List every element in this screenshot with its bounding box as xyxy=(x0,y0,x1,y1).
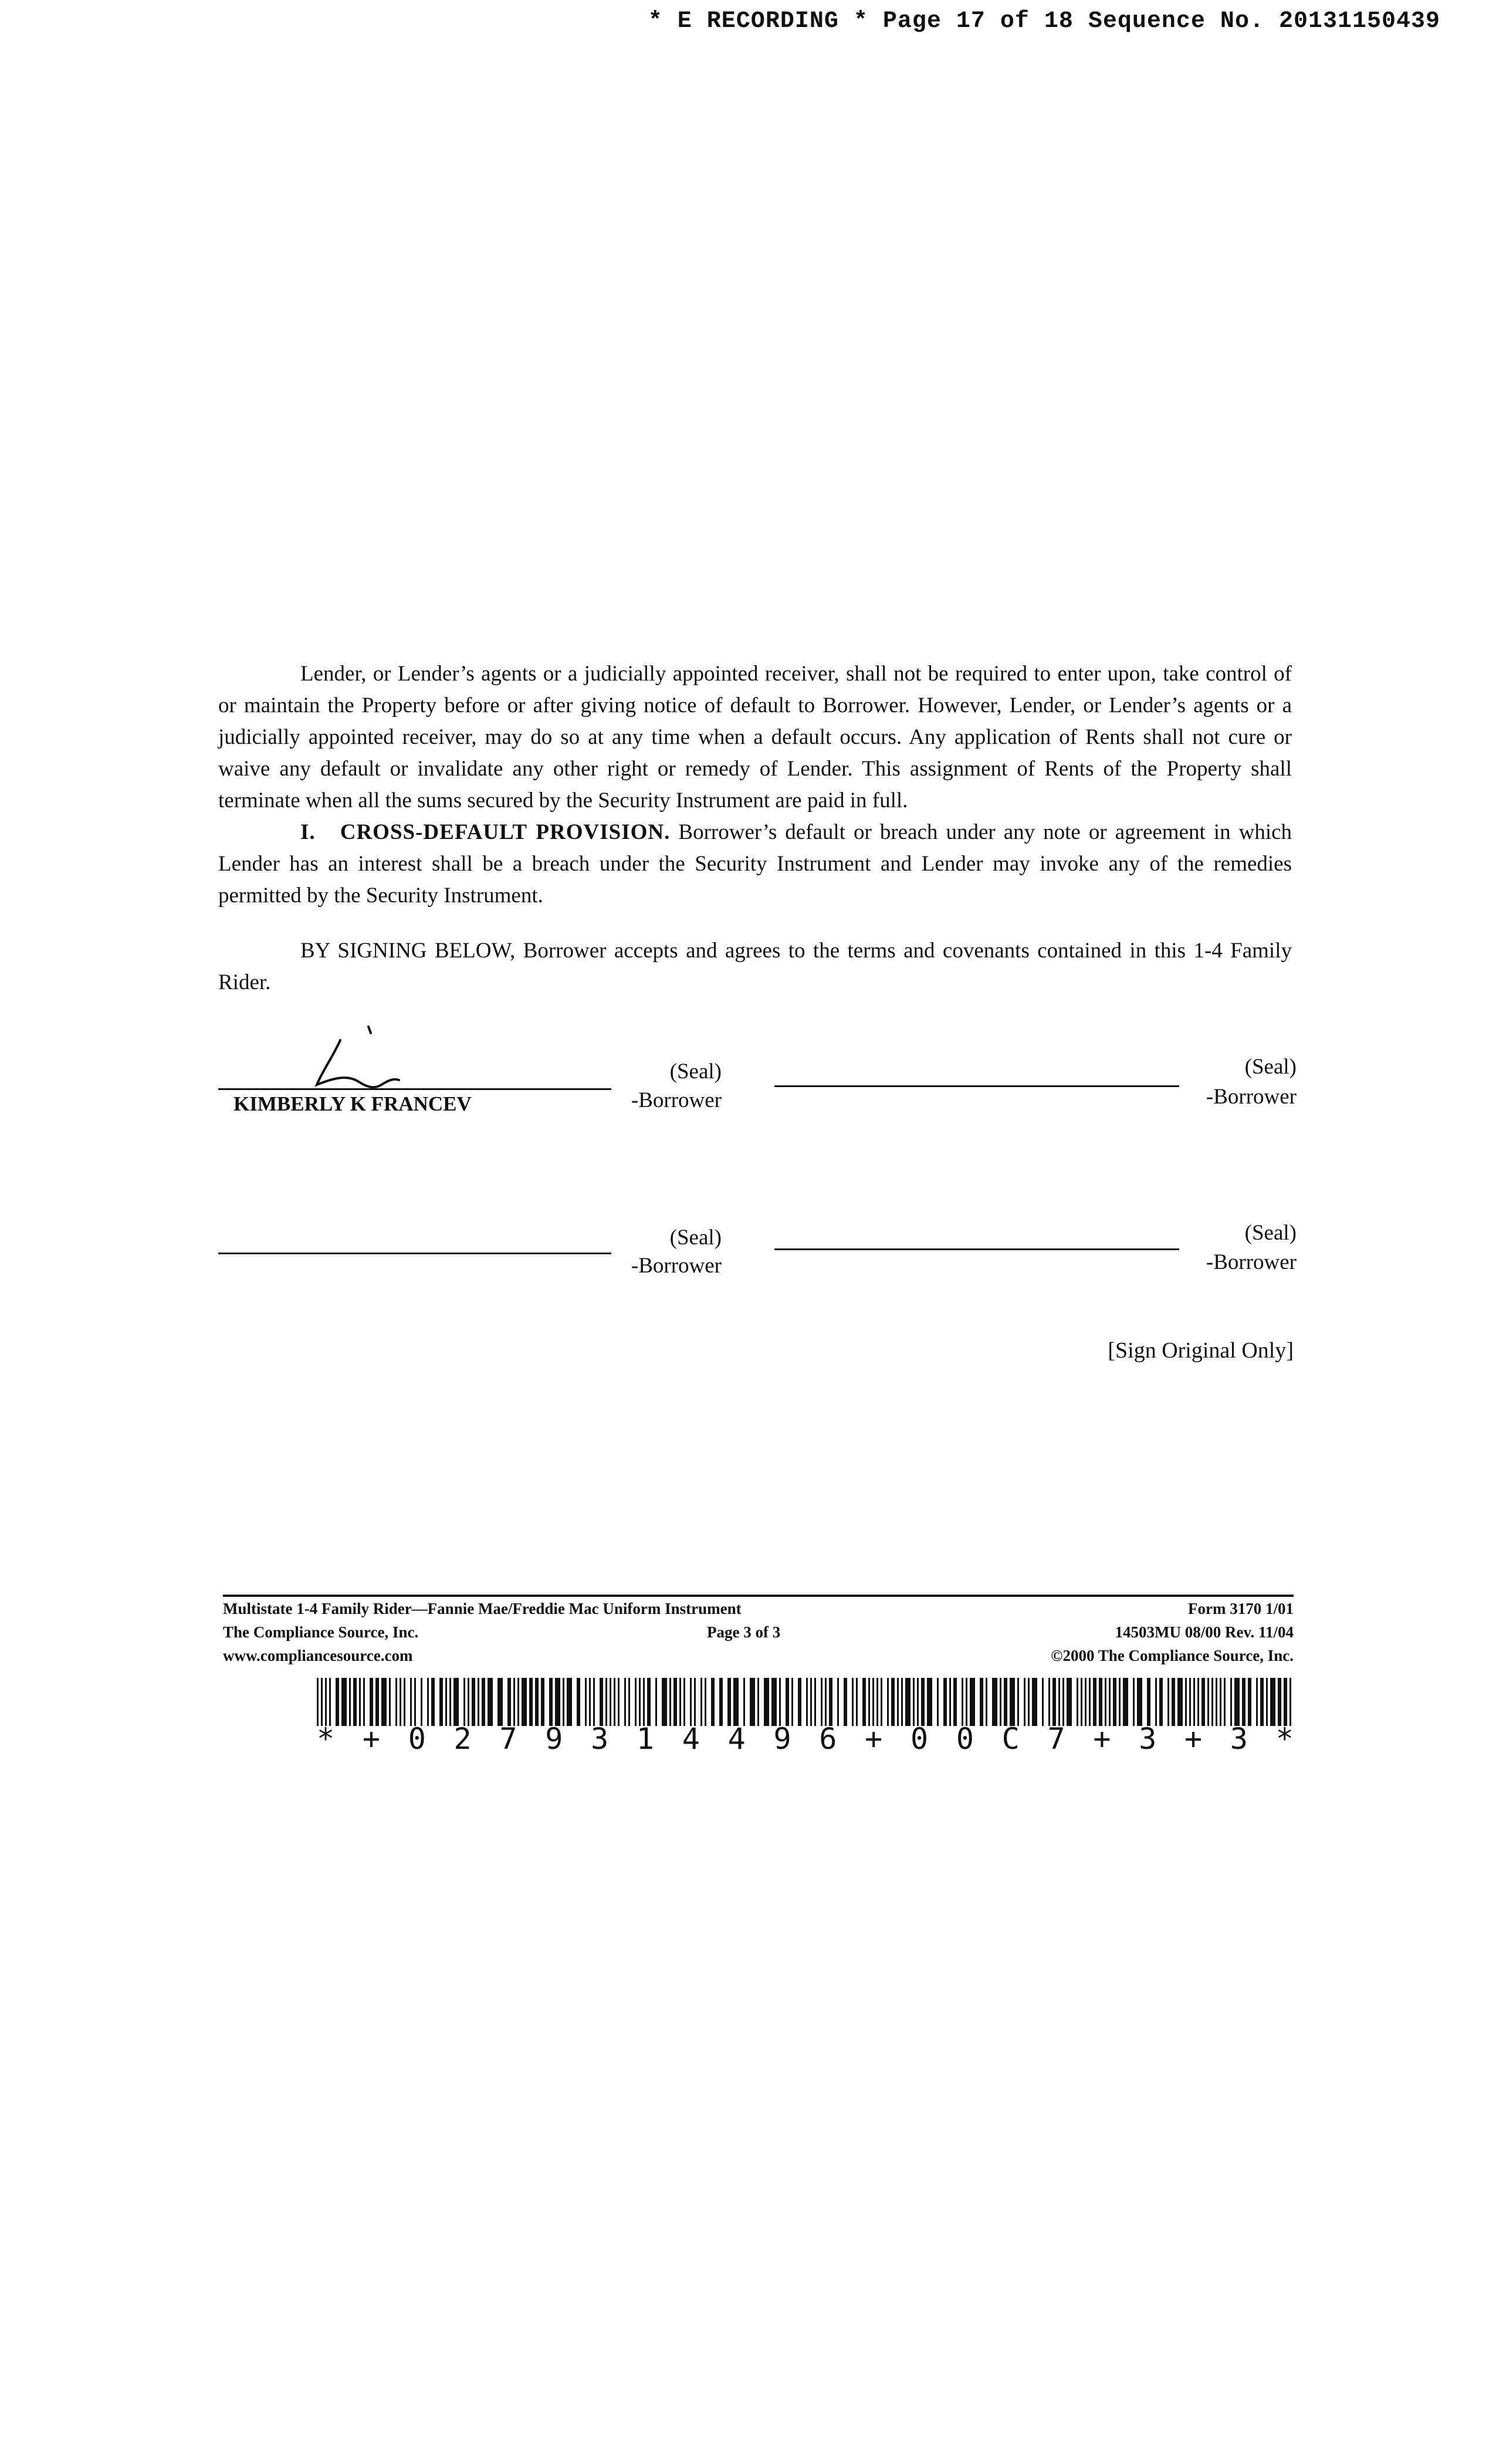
barcode-bar xyxy=(733,1678,739,1726)
barcode-char: 3 xyxy=(591,1722,609,1756)
barcode-bar xyxy=(1234,1678,1240,1726)
barcode-bar xyxy=(321,1678,323,1726)
borrower-label: -Borrower xyxy=(631,1088,722,1112)
footer-form-title: Multistate 1-4 Family Rider—Fannie Mae/Freddie Mac Uniform Instrument xyxy=(223,1600,742,1617)
barcode-bar xyxy=(1123,1678,1128,1726)
barcode-bar xyxy=(507,1678,511,1726)
barcode-bar xyxy=(876,1678,878,1726)
barcode-bar xyxy=(593,1678,595,1726)
barcode-char: + xyxy=(865,1722,883,1756)
barcode-char: * xyxy=(317,1722,335,1756)
barcode-bar xyxy=(1042,1678,1044,1726)
barcode-bar xyxy=(719,1678,723,1726)
section-text: Borrower’s default or breach under any note or agreement in which Lender has an interest shall be a breach under the Security Instrument and Lender may invoke any of the remedies permitted by the Security Instrument. xyxy=(218,820,1292,908)
barcode-bar xyxy=(628,1678,630,1726)
barcode-bar xyxy=(513,1678,515,1726)
barcode-bar xyxy=(1062,1678,1064,1726)
barcode-bar xyxy=(1224,1678,1226,1726)
barcode-bar xyxy=(1266,1678,1268,1726)
barcode-bar xyxy=(852,1678,854,1726)
barcode-bar xyxy=(317,1678,319,1726)
barcode-bar xyxy=(791,1678,793,1726)
barcode-bar xyxy=(966,1678,967,1726)
footer-form-number: Form 3170 1/01 xyxy=(1188,1600,1294,1617)
signature-line-3[interactable] xyxy=(218,1253,611,1254)
barcode-char: 0 xyxy=(910,1722,929,1756)
barcode-bar xyxy=(329,1678,331,1726)
signer-name: KIMBERLY K FRANCEV xyxy=(233,1092,472,1115)
barcode-bar xyxy=(743,1678,745,1726)
footer-right xyxy=(1051,1597,1294,1667)
section-label: I. xyxy=(300,820,316,844)
barcode-bar xyxy=(786,1678,789,1726)
barcode-bar xyxy=(522,1678,527,1726)
barcode-bar xyxy=(779,1678,781,1726)
borrower-label: -Borrower xyxy=(1206,1250,1297,1274)
barcode-bar xyxy=(439,1678,443,1726)
barcode-bar xyxy=(673,1678,677,1726)
footer-company: The Compliance Source, Inc. xyxy=(223,1623,419,1641)
barcode-bar xyxy=(1260,1678,1264,1726)
barcode-bar xyxy=(529,1678,533,1726)
barcode-bar xyxy=(375,1678,379,1726)
barcode-bar xyxy=(750,1678,755,1726)
barcode-char: 6 xyxy=(819,1722,837,1756)
barcode-bar xyxy=(1058,1678,1060,1726)
barcode-bar xyxy=(472,1678,475,1726)
barcode-char: 3 xyxy=(1230,1722,1248,1756)
barcode-bar xyxy=(901,1678,903,1726)
barcode-bar xyxy=(555,1678,560,1726)
barcode-bar xyxy=(949,1678,951,1726)
barcode-char: * xyxy=(1275,1722,1294,1756)
barcode-bar xyxy=(614,1678,615,1726)
barcode-bar xyxy=(1137,1678,1142,1726)
barcode-text xyxy=(317,1722,1294,1756)
barcode-bar xyxy=(1147,1678,1150,1726)
sign-original-note: [Sign Original Only] xyxy=(1108,1338,1294,1363)
barcode-bar xyxy=(927,1678,932,1726)
barcode-bar xyxy=(1278,1678,1281,1726)
barcode-bar xyxy=(445,1678,447,1726)
barcode-bar xyxy=(1081,1678,1082,1726)
barcode-bar xyxy=(1172,1678,1175,1726)
barcode-bar xyxy=(1010,1678,1015,1726)
barcode-bar xyxy=(341,1678,347,1726)
barcode-bar xyxy=(705,1678,706,1726)
barcode-bar xyxy=(953,1678,957,1726)
barcode-bar xyxy=(962,1678,963,1726)
barcode-bar xyxy=(806,1678,808,1726)
barcode-bar xyxy=(810,1678,812,1726)
barcode-bar xyxy=(1032,1678,1037,1726)
barcode-bar xyxy=(757,1678,759,1726)
barcode-bar xyxy=(1067,1678,1072,1726)
barcode-bar xyxy=(370,1678,373,1726)
barcode-bar xyxy=(395,1678,397,1726)
barcode-bar xyxy=(891,1678,895,1726)
barcode-bar xyxy=(1099,1678,1102,1726)
barcode-bar xyxy=(643,1678,645,1726)
barcode-bar xyxy=(421,1678,422,1726)
barcode-bar xyxy=(1167,1678,1169,1726)
barcode-bar xyxy=(825,1678,827,1726)
footer-left xyxy=(223,1597,742,1667)
recording-header: * E RECORDING * Page 17 of 18 Sequence No. 20131150439 xyxy=(648,8,1440,35)
barcode-bar xyxy=(1211,1678,1213,1726)
barcode-bar xyxy=(917,1678,919,1726)
barcode-bar xyxy=(488,1678,493,1726)
footer-website: www.compliancesource.com xyxy=(223,1647,413,1664)
cross-default-paragraph xyxy=(218,817,1292,912)
barcode-bar xyxy=(567,1678,572,1726)
barcode-bar xyxy=(1113,1678,1116,1726)
seal-label: (Seal) xyxy=(669,1060,722,1084)
barcode-bar xyxy=(624,1678,626,1726)
barcode-char: + xyxy=(362,1722,380,1756)
rider-body xyxy=(218,658,1292,999)
barcode-bar xyxy=(771,1678,777,1726)
barcode-bar xyxy=(517,1678,519,1726)
barcode-bar xyxy=(690,1678,692,1726)
barcode-bar xyxy=(872,1678,874,1726)
barcode-bar xyxy=(431,1678,435,1726)
barcode-bar xyxy=(986,1678,987,1726)
barcode-bar xyxy=(563,1678,564,1726)
barcode-bar xyxy=(1093,1678,1096,1726)
barcode-bar xyxy=(821,1678,823,1726)
borrower-label: -Borrower xyxy=(631,1254,722,1278)
barcode-bar xyxy=(905,1678,911,1726)
barcode-bar xyxy=(814,1678,816,1726)
barcode-bar xyxy=(449,1678,451,1726)
barcode-bar xyxy=(349,1678,351,1726)
barcode-bar xyxy=(655,1678,657,1726)
barcode-bar xyxy=(862,1678,866,1726)
barcode-bar xyxy=(336,1678,339,1726)
footer-revision: 14503MU 08/00 Rev. 11/04 xyxy=(1115,1623,1294,1641)
barcode-bar xyxy=(585,1678,587,1726)
barcode-bar xyxy=(764,1678,769,1726)
barcode-bar xyxy=(937,1678,939,1726)
barcode-char: 7 xyxy=(499,1722,517,1756)
barcode-bar xyxy=(829,1678,832,1726)
barcode-char: 4 xyxy=(682,1722,700,1756)
barcode-bar xyxy=(453,1678,459,1726)
barcode-bar xyxy=(535,1678,539,1726)
barcode-bar xyxy=(478,1678,479,1726)
barcode-bar xyxy=(798,1678,801,1726)
barcode-bar xyxy=(400,1678,401,1726)
barcode-bar xyxy=(887,1678,889,1726)
barcode-bar xyxy=(577,1678,580,1726)
barcode-bar xyxy=(359,1678,361,1726)
barcode-bar xyxy=(1048,1678,1050,1726)
signing-paragraph: BY SIGNING BELOW, Borrower accepts and agrees to the terms and covenants contained in this 1-4 Family Rider. xyxy=(218,939,1292,994)
signature-line-1[interactable] xyxy=(218,1088,611,1090)
barcode-bar xyxy=(605,1678,607,1726)
barcode-bar xyxy=(711,1678,715,1726)
barcode-bar xyxy=(618,1678,620,1726)
barcode-bar xyxy=(410,1678,412,1726)
barcode-bar xyxy=(549,1678,553,1726)
barcode-bar xyxy=(1155,1678,1157,1726)
barcode-bar xyxy=(541,1678,544,1726)
barcode-bar xyxy=(1248,1678,1251,1726)
section-title: CROSS-DEFAULT PROVISION. xyxy=(340,820,671,844)
barcode-bar xyxy=(868,1678,870,1726)
barcode-bar xyxy=(913,1678,915,1726)
barcode-bar xyxy=(1201,1678,1205,1726)
barcode-bar xyxy=(635,1678,637,1726)
barcode-char: + xyxy=(1093,1722,1111,1756)
barcode-bar xyxy=(1052,1678,1056,1726)
barcode-bar xyxy=(992,1678,997,1726)
barcode-char: 7 xyxy=(1047,1722,1065,1756)
barcode-bar xyxy=(497,1678,503,1726)
barcode-bar xyxy=(389,1678,391,1726)
barcode-bar xyxy=(881,1678,882,1726)
barcode-bar xyxy=(1159,1678,1163,1726)
barcode-bar xyxy=(1119,1678,1121,1726)
barcode-bar xyxy=(694,1678,696,1726)
signature-line-4[interactable] xyxy=(774,1248,1179,1250)
barcode-bar xyxy=(1189,1678,1191,1726)
barcode-char: 0 xyxy=(956,1722,974,1756)
barcode-bar xyxy=(600,1678,603,1726)
seal-label: (Seal) xyxy=(1244,1055,1297,1079)
barcode-bar xyxy=(482,1678,485,1726)
barcode-bar xyxy=(727,1678,731,1726)
borrower-label: -Borrower xyxy=(1206,1085,1297,1109)
barcode-char: 1 xyxy=(636,1722,655,1756)
barcode xyxy=(317,1678,1294,1726)
barcode-char: 0 xyxy=(408,1722,426,1756)
barcode-char: 2 xyxy=(453,1722,472,1756)
seal-label: (Seal) xyxy=(1244,1221,1297,1245)
signature-line-2[interactable] xyxy=(774,1085,1179,1087)
barcode-bar xyxy=(1077,1678,1078,1726)
barcode-bar xyxy=(1230,1678,1232,1726)
barcode-bar xyxy=(980,1678,983,1726)
barcode-bar xyxy=(1133,1678,1135,1726)
footer-page-number: Page 3 of 3 xyxy=(707,1623,781,1641)
barcode-bar xyxy=(943,1678,947,1726)
barcode-bar xyxy=(1004,1678,1007,1726)
barcode-bar xyxy=(1289,1678,1291,1726)
barcode-bar xyxy=(1270,1678,1275,1726)
barcode-bar xyxy=(381,1678,387,1726)
barcode-bar xyxy=(1028,1678,1030,1726)
barcode-bar xyxy=(414,1678,416,1726)
footer-copyright: ©2000 The Compliance Source, Inc. xyxy=(1051,1647,1294,1664)
barcode-char: 3 xyxy=(1139,1722,1157,1756)
barcode-bar xyxy=(1177,1678,1183,1726)
barcode-char: 4 xyxy=(727,1722,746,1756)
barcode-bar xyxy=(427,1678,429,1726)
barcode-bar xyxy=(1089,1678,1091,1726)
seal-label: (Seal) xyxy=(669,1226,722,1250)
barcode-bar xyxy=(1216,1678,1217,1726)
barcode-bar xyxy=(1185,1678,1187,1726)
barcode-bar xyxy=(463,1678,465,1726)
barcode-bar xyxy=(1085,1678,1087,1726)
barcode-bar xyxy=(1197,1678,1199,1726)
barcode-bar xyxy=(1109,1678,1111,1726)
barcode-bar xyxy=(1284,1678,1287,1726)
barcode-bar xyxy=(921,1678,925,1726)
barcode-bar xyxy=(856,1678,858,1726)
barcode-bar xyxy=(647,1678,651,1726)
barcode-bar xyxy=(844,1678,847,1726)
rents-paragraph: Lender, or Lender’s agents or a judicially appointed receiver, shall not be required to enter upon, take control of or maintain the Property before or after giving notice of default to Borrower. However, Lender, or Lender’s agents or a judicially appointed receiver, may do so at any time when a default occurs. Any application of Rents shall not cure or waive any default or invalidate any other right or remedy of Lender. This assignment of Rents of the Property shall terminate when all the sums secured by the Security Instrument are paid in full. xyxy=(218,662,1292,813)
barcode-bar xyxy=(897,1678,899,1726)
barcode-bar xyxy=(404,1678,405,1726)
barcode-bar xyxy=(639,1678,641,1726)
barcode-bar xyxy=(1220,1678,1221,1726)
barcode-bar xyxy=(970,1678,975,1726)
barcode-bar xyxy=(1242,1678,1245,1726)
barcode-bar xyxy=(1017,1678,1019,1726)
barcode-bar xyxy=(669,1678,671,1726)
barcode-bar xyxy=(700,1678,702,1726)
barcode-bar xyxy=(589,1678,591,1726)
barcode-bar xyxy=(353,1678,357,1726)
barcode-bar xyxy=(1207,1678,1209,1726)
barcode-char: 9 xyxy=(773,1722,791,1756)
barcode-char: C xyxy=(1001,1722,1020,1756)
barcode-bar xyxy=(1193,1678,1195,1726)
barcode-char: + xyxy=(1184,1722,1203,1756)
barcode-bar xyxy=(662,1678,667,1726)
barcode-bar xyxy=(1000,1678,1001,1726)
barcode-bar xyxy=(363,1678,365,1726)
barcode-bar xyxy=(325,1678,327,1726)
barcode-bar xyxy=(1105,1678,1106,1726)
barcode-bar xyxy=(468,1678,469,1726)
barcode-bar xyxy=(683,1678,685,1726)
barcode-bar xyxy=(610,1678,611,1726)
barcode-bar xyxy=(837,1678,839,1726)
barcode-char: 9 xyxy=(545,1722,563,1756)
barcode-bar xyxy=(679,1678,681,1726)
barcode-bar xyxy=(1256,1678,1258,1726)
barcode-bar xyxy=(1024,1678,1025,1726)
